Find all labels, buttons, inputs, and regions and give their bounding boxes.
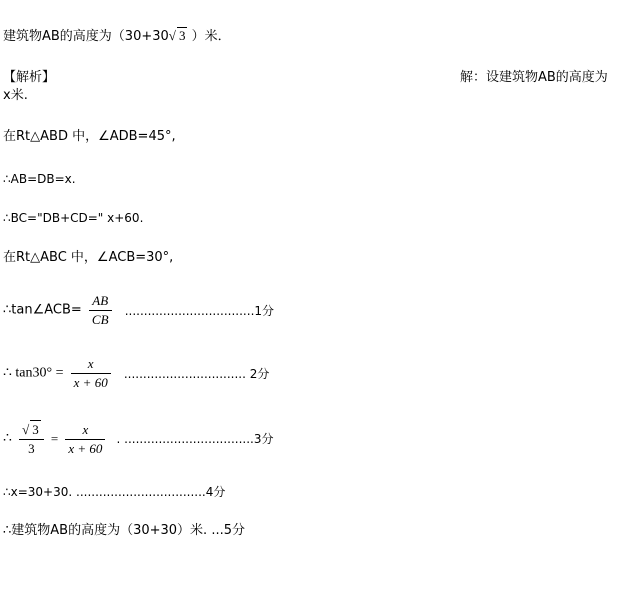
step-5-prefix: ∴tan∠ACB= [3,302,82,318]
sqrt-symbol: √ [168,28,176,43]
answer-line [3,27,231,45]
step-6-prefix: ∴ tan30° = [3,365,64,381]
fraction-denominator: x + 60 [68,440,103,456]
fraction-numerator: x [71,355,111,374]
step-5 [3,292,274,329]
analysis-intro: 解：设建筑物AB的高度为 [460,70,608,85]
step-4: 在Rt△ABC 中，∠ACB=30°, [3,250,174,265]
fraction-numerator [19,420,44,440]
fraction-denominator: 3 [28,441,35,456]
analysis-intro-cont: x米. [3,88,28,103]
fraction-x-x60 [71,355,111,392]
answer-suffix: ）米． [191,29,231,44]
step-7 [3,420,273,458]
step-6 [3,355,269,392]
fraction-ab-cb [89,292,112,329]
answer-radicand: 3 [178,28,186,43]
radicand: 3 [32,422,39,437]
therefore-symbol: ∴ [3,431,12,446]
fraction-x-x60-2 [65,421,105,458]
fraction-numerator: AB [89,292,112,311]
equals-sign: = [50,431,59,446]
step-7-tail: . ..................................3分 [116,432,274,446]
analysis-heading: 【解析】 [3,70,56,85]
step-5-tail: ..................................1分 [124,303,275,318]
fraction-denominator: x + 60 [73,375,108,390]
step-2: ∴AB=DB=x. [3,172,76,186]
step-8: ∴x=30+30. ..................................4分 [3,485,226,499]
fraction-numerator: x [65,421,105,440]
sqrt-symbol: √ [22,422,30,437]
fraction-sqrt3-3 [19,420,44,458]
fraction-denominator: CB [91,312,109,327]
answer-prefix: 建筑物AB的高度为（30+30 [3,29,169,44]
step-3: ∴BC="DB+CD=" x+60. [3,211,144,225]
step-1: 在Rt△ABD 中，∠ADB=45°, [3,129,176,144]
step-6-tail: ................................ 2分 [123,366,270,381]
step-9: ∴建筑物AB的高度为（30+30）米. ...5分 [3,523,245,538]
